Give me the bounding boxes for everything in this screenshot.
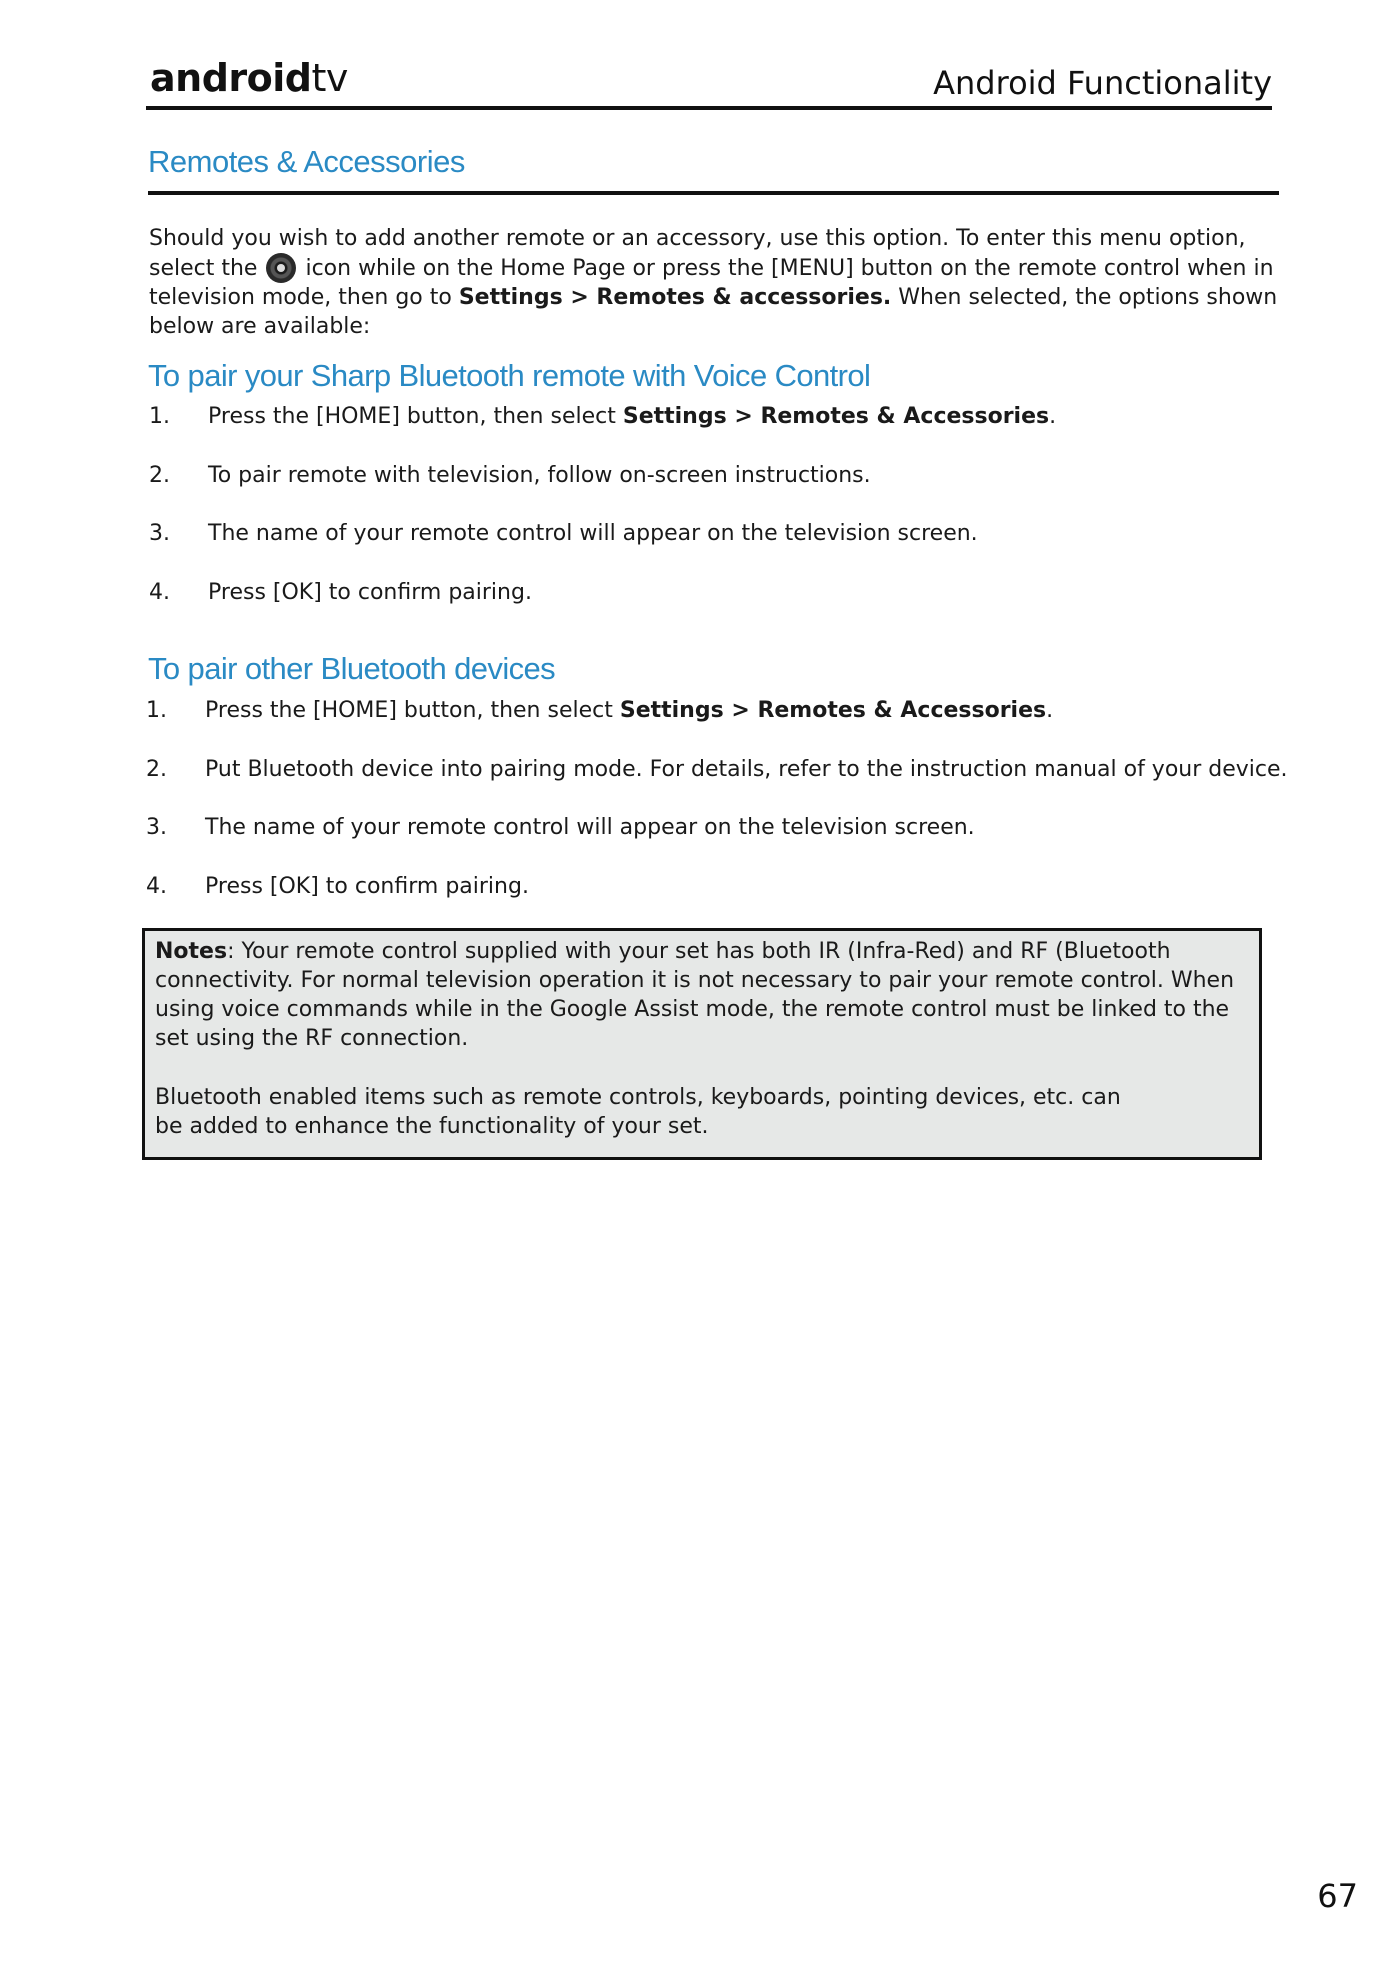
list-item (149, 578, 1279, 637)
other-pairing-heading: To pair other Bluetooth devices (148, 651, 556, 686)
step-text-plain: Press the [HOME] button, then select (208, 404, 623, 429)
notes-box (142, 928, 1262, 1160)
step-number: 3. (149, 521, 170, 546)
step-text (208, 402, 1056, 432)
list-item (149, 402, 1279, 461)
notes-paragraph-1 (155, 937, 1255, 1053)
page-number: 67 (1317, 1877, 1358, 1915)
step-text: Press [OK] to confirm pairing. (208, 579, 532, 605)
step-text: To pair remote with television, follow on-screen instructions. (208, 462, 871, 488)
intro-text-3: When selected, the options shown below are available: (149, 285, 1278, 339)
step-number: 2. (149, 462, 170, 488)
section-rule (148, 191, 1279, 195)
step-text: Put Bluetooth device into pairing mode. For details, refer to the instruction manual of your device. (205, 756, 1288, 782)
step-number: 1. (146, 698, 167, 723)
settings-gear-icon (266, 253, 296, 283)
list-item (146, 813, 1279, 872)
header-rule (146, 106, 1272, 110)
step-text-plain: Press the [HOME] button, then select (205, 698, 620, 723)
intro-settings-path: Settings > Remotes & accessories. (458, 285, 892, 310)
header-title: Android Functionality (933, 64, 1272, 102)
list-item (146, 696, 1279, 755)
intro-text-1: Should you wish to add another remote or an accessory, use this option. To enter this menu option, select the (149, 226, 1246, 281)
step-text: Press [OK] to confirm pairing. (205, 873, 529, 899)
step-text (205, 696, 1053, 726)
section-title: Remotes & Accessories (148, 144, 465, 179)
intro-text-2: icon while on the Home Page or press the [MENU] button on the remote control when in television mode, then go to (149, 256, 1274, 310)
step-text-after: . (1046, 698, 1054, 723)
list-item (146, 755, 1288, 814)
logo-bold-text: android (150, 56, 312, 100)
list-item (149, 461, 1279, 520)
logo-light-text: tv (311, 56, 348, 100)
voice-pairing-steps (149, 402, 1279, 636)
step-text-bold: Settings > Remotes & Accessories (622, 404, 1050, 429)
step-text-bold: Settings > Remotes & Accessories (619, 698, 1047, 723)
step-number: 1. (149, 404, 170, 429)
notes-text-1: : Your remote control supplied with your set has both IR (Infra-Red) and RF (Bluetooth connectivity. For normal television operation it is not necessary to pair your remote control. When using voice commands while in the Google Assist mode, the remote control must be linked to the set using the RF connection. (155, 939, 1235, 1051)
step-text: The name of your remote control will appear on the television screen. (205, 815, 975, 840)
androidtv-logo (150, 56, 348, 100)
step-number: 2. (146, 756, 167, 782)
step-text: The name of your remote control will appear on the television screen. (208, 521, 978, 546)
notes-paragraph-2: Bluetooth enabled items such as remote controls, keyboards, pointing devices, etc. can be added to enhance the functionality of your set. (155, 1085, 1121, 1139)
list-item (149, 519, 1279, 578)
step-number: 3. (146, 815, 167, 840)
page-header (146, 56, 1272, 110)
step-number: 4. (149, 579, 170, 605)
other-pairing-steps (146, 696, 1288, 930)
step-text-after: . (1049, 404, 1057, 429)
list-item (146, 872, 1279, 931)
step-number: 4. (146, 873, 167, 899)
voice-pairing-heading: To pair your Sharp Bluetooth remote with Voice Control (148, 358, 871, 393)
intro-paragraph (149, 224, 1279, 341)
notes-label: Notes (155, 939, 228, 964)
